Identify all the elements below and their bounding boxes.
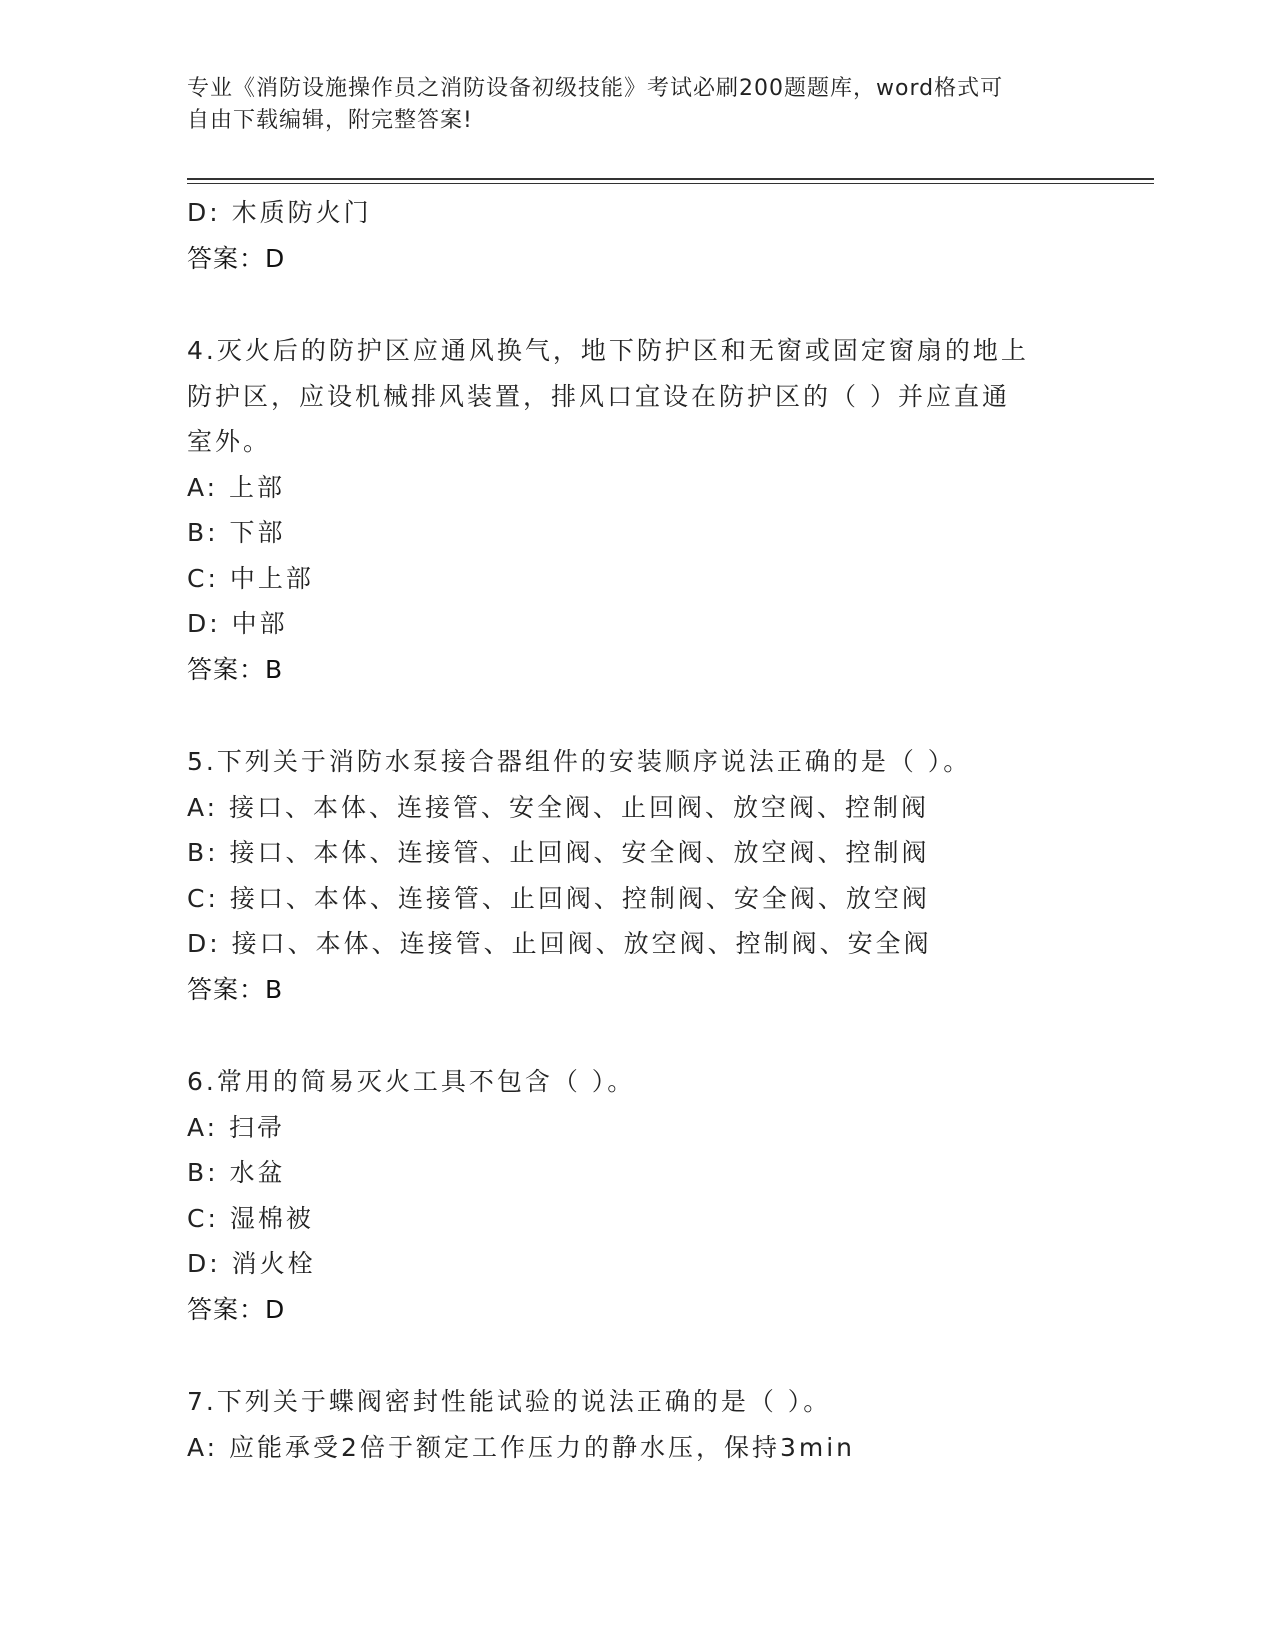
answer-line: 答案：B — [187, 654, 284, 684]
answer-line: 答案：D — [187, 1294, 286, 1324]
header-line-1: 专业《消防设施操作员之消防设备初级技能》考试必刷200题题库，word格式可 — [187, 76, 1004, 101]
option-d: D: 消火栓 — [187, 1249, 316, 1278]
header-divider-thick — [187, 178, 1154, 180]
question-list — [187, 190, 1087, 1470]
question-block-5 — [187, 739, 1087, 1012]
question-text: 6.常用的简易灭火工具不包含（ ）。 — [187, 1067, 636, 1096]
answer-line: 答案：B — [187, 974, 284, 1004]
option-b: B: 下部 — [187, 518, 286, 547]
question-text: 防护区，应设机械排风装置，排风口宜设在防护区的（ ）并应直通 — [187, 381, 1010, 411]
option-a: A: 扫帚 — [187, 1112, 286, 1142]
header-divider-thin — [187, 183, 1154, 184]
option-d: D: 接口、本体、连接管、止回阀、放空阀、控制阀、安全阀 — [187, 929, 932, 958]
question-text: 4.灭火后的防护区应通风换气，地下防护区和无窗或固定窗扇的地上 — [187, 336, 1029, 365]
question-text: 室外。 — [187, 427, 272, 456]
question-block-6 — [187, 1059, 1087, 1332]
option-a: A: 接口、本体、连接管、安全阀、止回阀、放空阀、控制阀 — [187, 792, 930, 822]
option-c: C: 湿棉被 — [187, 1203, 314, 1233]
option-b: B: 接口、本体、连接管、止回阀、安全阀、放空阀、控制阀 — [187, 838, 930, 867]
option-d: D: 木质防火门 — [187, 198, 372, 227]
option-c: C: 中上部 — [187, 563, 314, 593]
question-block-4 — [187, 328, 1087, 692]
option-a: A: 应能承受2倍于额定工作压力的静水压，保持3min — [187, 1432, 855, 1462]
question-text: 7.下列关于蝶阀密封性能试验的说法正确的是（ ）。 — [187, 1387, 832, 1416]
option-c: C: 接口、本体、连接管、止回阀、控制阀、安全阀、放空阀 — [187, 883, 930, 913]
question-block-prev — [187, 190, 1087, 281]
question-text: 5.下列关于消防水泵接合器组件的安装顺序说法正确的是（ ）。 — [187, 747, 972, 776]
option-d: D: 中部 — [187, 609, 288, 638]
question-block-7 — [187, 1379, 1087, 1470]
header-line-2: 自由下载编辑，附完整答案! — [187, 108, 473, 133]
option-a: A: 上部 — [187, 472, 286, 502]
answer-line: 答案：D — [187, 243, 286, 273]
option-b: B: 水盆 — [187, 1158, 286, 1187]
document-header — [187, 73, 1067, 137]
